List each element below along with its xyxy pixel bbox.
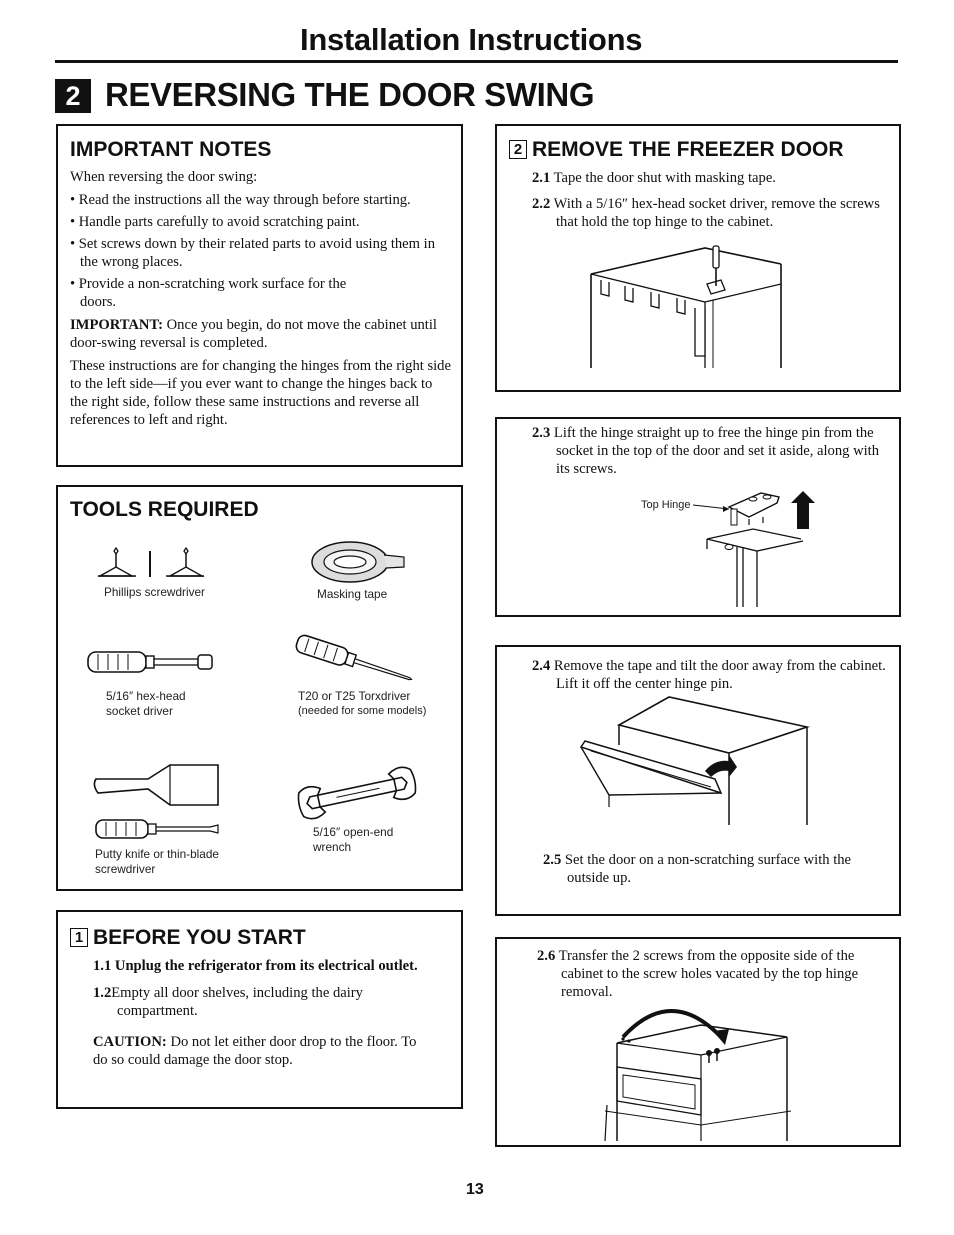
masking-tape-icon	[308, 537, 408, 587]
step-2-3-text: Lift the hinge straight up to free the hinge pin from the socket in the top of the door and set it aside, along with its screws.	[553, 425, 880, 477]
remove-freezer-door-box	[495, 124, 901, 392]
cabinet-top-tape-illustration	[585, 244, 795, 372]
hex-driver-caption-line2: socket driver	[106, 704, 173, 718]
important-notes-title: IMPORTANT NOTES	[70, 138, 272, 161]
step-2-5-text: Set the door on a non-scratching surface with the outside up.	[564, 852, 852, 886]
wrench-caption-line1: 5/16″ open-end	[313, 825, 394, 839]
section-number-badge: 2	[55, 79, 91, 113]
step-2-3-box	[495, 417, 901, 617]
step-1-1-number: 1.1	[93, 958, 112, 974]
step-2-6-box	[495, 937, 901, 1147]
wrench-caption-line2: wrench	[313, 840, 352, 854]
remove-freezer-door-heading: REMOVE THE FREEZER DOOR	[532, 138, 844, 161]
freezer-steps-5	[537, 947, 887, 1001]
notes-bullet: • Provide a non-scratching work surface for the doors.	[70, 276, 347, 310]
notes-bullet: • Handle parts carefully to avoid scratching paint.	[70, 214, 360, 230]
step-number-badge: 1	[70, 928, 88, 947]
freezer-steps-2	[532, 424, 888, 478]
step-2-4	[532, 657, 890, 693]
step-2-4-text: Remove the tape and tilt the door away from the cabinet. Lift it off the center hinge pin.	[553, 658, 886, 692]
step-1-2-number: 1.2	[93, 985, 112, 1001]
notes-closing: These instructions are for changing the hinges from the right side to the left side—if you ever want to change the hinges back to the right side, follow these same instructions and reverse all references to left and right.	[70, 358, 451, 428]
freezer-steps-3	[532, 657, 890, 693]
step-1-1-text: Unplug the refrigerator from its electrical outlet.	[114, 958, 418, 974]
step-2-4-number: 2.4	[532, 658, 551, 674]
step-2-6	[537, 947, 887, 1001]
step-1-2-text: Empty all door shelves, including the dairy compartment.	[111, 985, 363, 1019]
torx-caption	[298, 689, 426, 719]
step-number-badge: 2	[509, 140, 527, 159]
top-hinge-label: Top Hinge	[641, 499, 691, 511]
freezer-steps-1	[532, 169, 888, 231]
step-2-5	[543, 851, 885, 887]
tilt-door-illustration	[579, 697, 809, 827]
notes-intro: When reversing the door swing:	[70, 169, 258, 185]
open-end-wrench-icon	[296, 771, 418, 815]
step-2-2-text: With a 5/16″ hex-head socket driver, remove the screws that hold the top hinge to the cabinet.	[553, 196, 880, 230]
step-2-6-number: 2.6	[537, 948, 556, 964]
notes-bullet: • Set screws down by their related parts to avoid using them in the wrong places.	[70, 236, 436, 270]
step-2-2	[532, 195, 888, 231]
caution-text: Do not let either door drop to the floor. To do so could damage the door stop.	[93, 1034, 417, 1068]
hex-socket-driver-icon	[86, 647, 216, 677]
important-notes-box	[56, 124, 463, 467]
wrench-caption	[313, 825, 393, 855]
freezer-steps-4	[543, 851, 885, 887]
header-rule	[55, 60, 898, 63]
step-2-3-number: 2.3	[532, 425, 551, 441]
page-header-title: Installation Instructions	[300, 22, 643, 57]
notes-important	[70, 316, 452, 352]
transfer-screws-illustration	[601, 1015, 801, 1145]
putty-caption-line2: screwdriver	[95, 862, 156, 876]
before-you-start-title	[70, 926, 306, 950]
putty-caption-line1: Putty knife or thin-blade	[95, 847, 219, 861]
caution-label: CAUTION:	[93, 1034, 167, 1050]
step-2-2-number: 2.2	[532, 196, 551, 212]
caution-note	[93, 1033, 423, 1069]
before-you-start-body	[93, 957, 423, 1069]
step-2-1	[532, 169, 888, 187]
torx-caption-line2: (needed for some models)	[298, 705, 427, 717]
important-label: IMPORTANT:	[70, 317, 163, 333]
masking-tape-caption: Masking tape	[317, 587, 388, 601]
page-number: 13	[466, 1181, 484, 1198]
step-1-2	[93, 984, 423, 1020]
torx-caption-line1: T20 or T25 Torxdriver	[298, 689, 411, 703]
important-text: Once you begin, do not move the cabinet until door-swing reversal is completed.	[70, 317, 437, 351]
tools-required-box	[56, 485, 463, 891]
step-2-3	[532, 424, 888, 478]
step-2-1-number: 2.1	[532, 170, 551, 186]
hex-driver-caption	[106, 689, 186, 719]
before-you-start-heading: BEFORE YOU START	[93, 926, 306, 949]
step-2-1-text: Tape the door shut with masking tape.	[553, 170, 776, 186]
tools-required-title: TOOLS REQUIRED	[70, 498, 259, 521]
putty-caption	[95, 847, 219, 877]
step-1-1	[93, 957, 423, 975]
step-2-5-number: 2.5	[543, 852, 562, 868]
section-title: REVERSING THE DOOR SWING	[105, 76, 595, 113]
notes-bullet: • Read the instructions all the way through before starting.	[70, 192, 411, 208]
torx-driver-icon	[290, 637, 420, 687]
remove-freezer-door-title	[509, 138, 844, 162]
thin-blade-screwdriver-icon	[94, 817, 224, 841]
important-notes-body	[70, 168, 452, 429]
putty-knife-icon	[90, 763, 220, 813]
top-hinge-illustration	[693, 489, 823, 611]
phillips-caption: Phillips screwdriver	[104, 585, 205, 599]
before-you-start-box	[56, 910, 463, 1109]
step-2-6-text: Transfer the 2 screws from the opposite side of the cabinet to the screw holes vacated by the top hinge removal.	[558, 948, 859, 1000]
phillips-screwdriver-icon	[98, 545, 208, 585]
step-2-4-box	[495, 645, 901, 916]
hex-driver-caption-line1: 5/16″ hex-head	[106, 689, 186, 703]
